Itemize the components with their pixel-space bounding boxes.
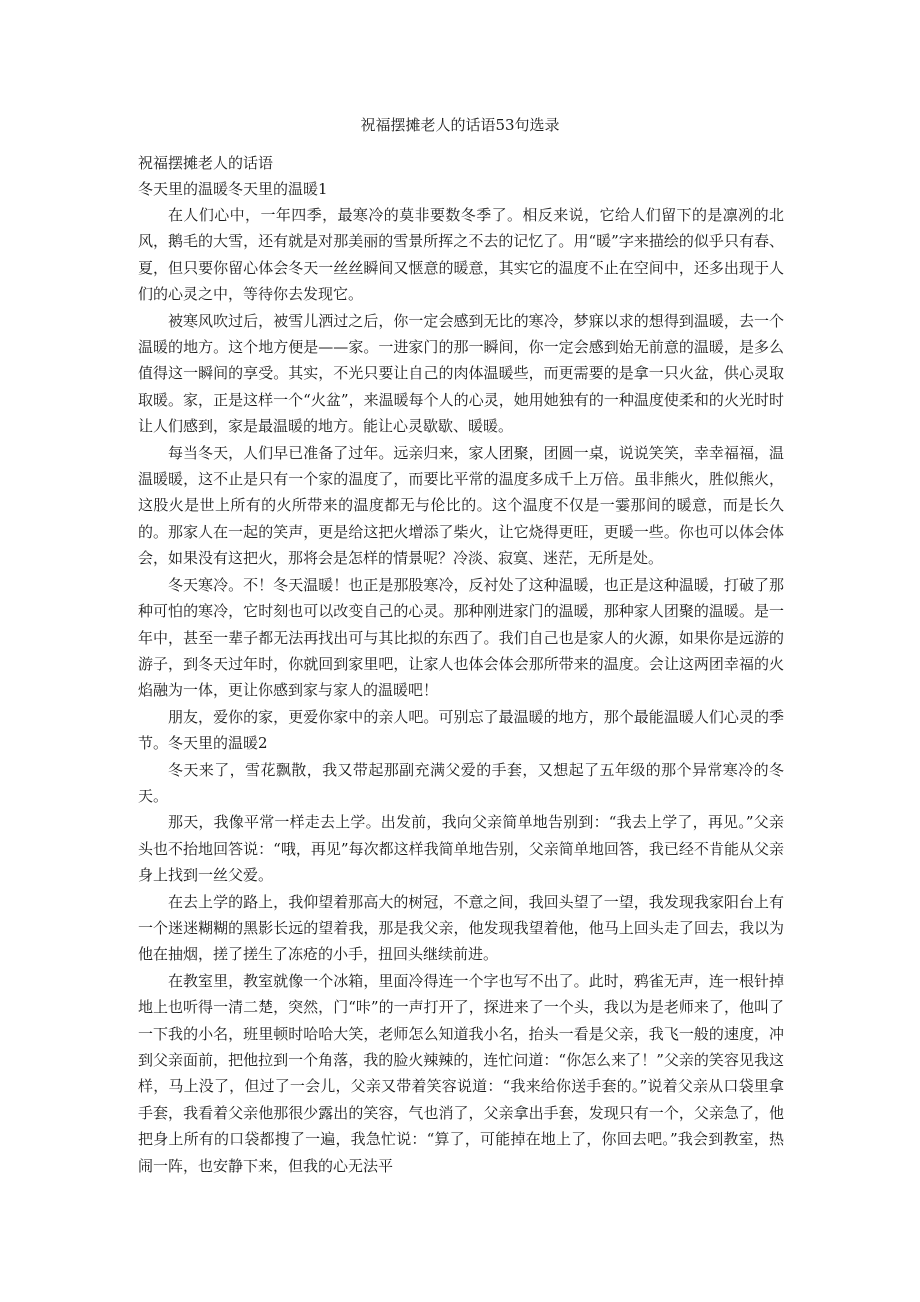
paragraph: 在去上学的路上，我仰望着那高大的树冠，不意之间，我回头望了一望，我发现我家阳台上有一个迷迷糊糊的黑影长远的望着我，那是我父亲，他发现我望着他，他马上回头走了回去，我以为他在抽烟，搓了搓生了冻疮的小手，扭回头继续前进。 xyxy=(138,892,784,964)
paragraph: 每当冬天，人们早已准备了过年。远亲归来，家人团聚，团圆一桌，说说笑笑，幸幸福福，温温暖暖，这不止是只有一个家的温度了，而要比平常的温度多成千上万倍。虽非熊火，胜似熊火，这股火是世上所有的火所带来的温度都无与伦比的。这个温度不仅是一霎那间的暖意，而是长久的。那家人在一起的笑声，更是给这把火增添了柴火，让它烧得更旺，更暖一些。你也可以体会体会，如果没有这把火，那将会是怎样的情景呢？冷淡、寂寞、迷茫，无所是处。 xyxy=(138,443,784,568)
paragraph: 那天，我像平常一样走去上学。出发前，我向父亲简单地告别到：“我去上学了，再见。”父亲头也不抬地回答说：“哦，再见”每次都这样我简单地告别，父亲简单地回答，我已经不肯能从父亲身上找到一丝父爱。 xyxy=(138,813,784,885)
paragraph: 被寒风吹过后，被雪儿洒过之后，你一定会感到无比的寒冷，梦寐以求的想得到温暖，去一个温暖的地方。这个地方便是——家。一进家门的那一瞬间，你一定会感到始无前意的温暖，是多么值得这一瞬间的享受。其实，不光只要让自己的肉体温暖些，而更需要的是拿一只火盆，供心灵取取暖。家，正是这样一个“火盆”，来温暖每个人的心灵，她用她独有的一种温度使柔和的火光时时让人们感到，家是最温暖的地方。能让心灵歇歇、暖暖。 xyxy=(138,311,784,436)
document-title: 祝福摆摊老人的话语53句选录 xyxy=(360,116,560,134)
paragraph: 朋友，爱你的家，更爱你家中的亲人吧。可别忘了最温暖的地方，那个最能温暖人们心灵的季节。冬天里的温暖2 xyxy=(138,707,784,753)
paragraph: 冬天寒冷。不！冬天温暖！也正是那股寒冷，反衬处了这种温暖，也正是这种温暖，打破了那种可怕的寒冷，它时刻也可以改变自己的心灵。那种刚进家门的温暖，那种家人团聚的温暖。是一年中，甚至一辈子都无法再找出可与其比拟的东西了。我们自己也是家人的火源，如果你是远游的游子，到冬天过年时，你就回到家里吧，让家人也体会体会那所带来的温度。会让这两团幸福的火焰融为一体，更让你感到家与家人的温暖吧！ xyxy=(138,575,784,700)
section-heading: 冬天里的温暖冬天里的温暖1 xyxy=(138,180,328,198)
document-body xyxy=(138,150,784,1179)
paragraph: 在教室里，教室就像一个冰箱，里面冷得连一个字也写不出了。此时，鸦雀无声，连一根针掉地上也听得一清二楚，突然，门“咔”的一声打开了，探进来了一个头，我以为是老师来了，他叫了一下我的小名，班里顿时哈哈大笑，老师怎么知道我小名，抬头一看是父亲，我飞一般的速度，冲到父亲面前，把他拉到一个角落，我的脸火辣辣的，连忙问道：“你怎么来了！”父亲的笑容见我这样，马上没了，但过了一会儿，父亲又带着笑容说道：“我来给你送手套的。”说着父亲从口袋里拿手套，我看着父亲他那很少露出的笑容，气也消了，父亲拿出手套，发现只有一个，父亲急了，他把身上所有的口袋都搜了一遍，我急忙说：“算了，可能掉在地上了，你回去吧。”我会到教室，热闹一阵，也安静下来，但我的心无法平 xyxy=(138,971,784,1175)
subtitle: 祝福摆摊老人的话语 xyxy=(138,154,274,172)
paragraph: 在人们心中，一年四季，最寒冷的莫非要数冬季了。相反来说，它给人们留下的是凛冽的北风，鹅毛的大雪，还有就是对那美丽的雪景所挥之不去的记忆了。用“暖”字来描绘的似乎只有春、夏，但只要你留心体会冬天一丝丝瞬间又惬意的暖意，其实它的温度不止在空间中，还多出现于人们的心灵之中，等待你去发现它。 xyxy=(138,206,784,304)
paragraph: 冬天来了，雪花飘散，我又带起那副充满父爱的手套，又想起了五年级的那个异常寒冷的冬天。 xyxy=(138,760,784,805)
